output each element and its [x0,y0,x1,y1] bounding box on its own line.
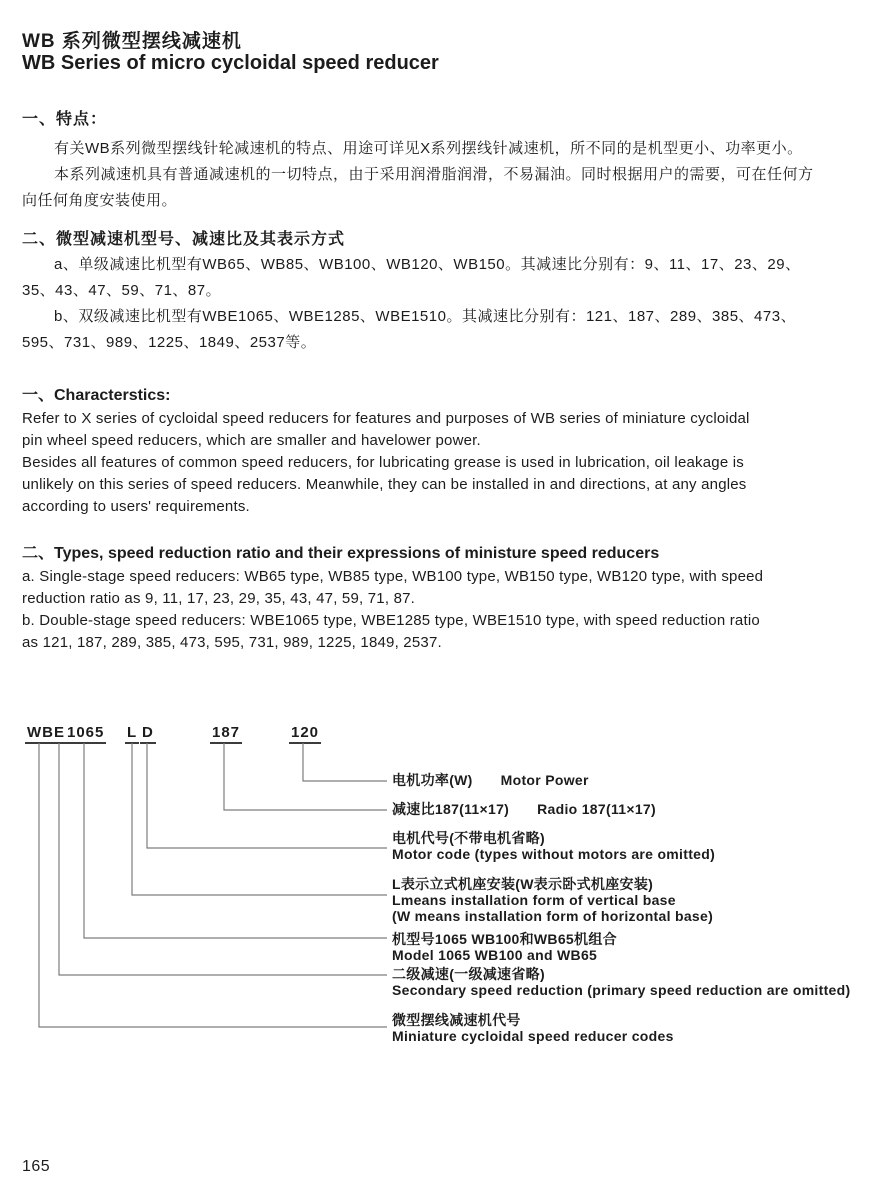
code-token-e: E [52,725,67,744]
label-cn: 电机代号(不带电机省略) [392,830,545,846]
page-title-english: WB Series of micro cycloidal speed reducer [22,52,439,74]
code-token-187: 187 [210,725,242,744]
text-line: 有关WB系列微型摆线针轮减速机的特点、用途可详见X系列摆线针减速机，所不同的是机型更小、功率更小。 [54,140,803,157]
label-cn: 微型摆线减速机代号 [392,1012,521,1028]
page-title-chinese: WB 系列微型摆线减速机 [22,31,242,52]
model-code-diagram [0,715,888,1060]
code-token-wb: WB [25,725,56,744]
label-en: Secondary speed reduction (primary speed reduction are omitted) [392,982,851,998]
text-line: reduction ratio as 9, 11, 17, 23, 29, 35, 43, 47, 59, 71, 87. [22,590,416,607]
text-line: 595、731、989、1225、1849、2537等。 [22,334,317,351]
text-line: as 121, 187, 289, 385, 473, 595, 731, 989, 1225, 1849, 2537. [22,634,442,651]
heading-en-characteristics: 一、Characterstics: [22,387,171,404]
label-en: Miniature cycloidal speed reducer codes [392,1028,674,1044]
label-motor-power [392,772,589,788]
heading-cn-features: 一、特点： [22,111,108,128]
text-line: b. Double-stage speed reducers: WBE1065 type, WBE1285 type, WBE1510 type, with speed reduction ratio [22,612,760,629]
text-line: 本系列减速机具有普通减速机的一切特点，由于采用润滑脂润滑，不易漏油。同时根据用户的需要，可在任何方 [54,166,814,183]
label-en: Lmeans installation form of vertical base [392,892,676,908]
label-secondary-reduction [392,966,850,998]
paragraph-en-types [22,566,866,654]
heading-en-types: 二、Types, speed reduction ratio and their expressions of ministure speed reducers [22,545,660,562]
label-cn: L表示立式机座安装(W表示卧式机座安装) [392,876,654,892]
label-cn: 减速比187(11×17) [392,801,510,817]
text-line: a、单级减速比机型有WB65、WB85、WB100、WB120、WB150。其减速比分别有：9、11、17、23、29、 [54,256,801,273]
text-line: Besides all features of common speed reducers, for lubricating grease is used in lubrication, oil leakage is [22,454,744,471]
label-cn: 电机功率(W) [392,772,473,788]
code-token-120: 120 [289,725,321,744]
code-token-1065: 1065 [65,725,106,744]
label-installation-form [392,876,713,924]
code-token-d: D [140,725,156,744]
text-line: 向任何角度安装使用。 [22,192,178,209]
label-reducer-codes [392,1012,674,1044]
label-en: (W means installation form of horizontal base) [392,908,714,924]
text-line: Refer to X series of cycloidal speed reducers for features and purposes of WB series of miniature cycloidal [22,410,750,427]
paragraph-cn-features [22,136,866,214]
text-line: pin wheel speed reducers, which are smaller and havelower power. [22,432,481,449]
text-line: unlikely on this series of speed reducers. Meanwhile, they can be installed in and directions, at any angles [22,476,747,493]
label-cn: 机型号1065 WB100和WB65机组合 [392,931,617,947]
text-line: according to users' requirements. [22,498,250,515]
paragraph-en-characteristics [22,408,866,518]
paragraph-cn-types [22,252,866,356]
text-line: b、双级减速比机型有WBE1065、WBE1285、WBE1510。其减速比分别有：121、187、289、385、473、 [54,308,797,325]
label-en: Motor Power [500,772,589,788]
text-line: 35、43、47、59、71、87。 [22,282,222,299]
label-en: Model 1065 WB100 and WB65 [392,947,598,963]
label-reduction-ratio [392,801,656,817]
page-number: 165 [22,1158,51,1175]
heading-cn-types: 二、微型减速机型号、减速比及其表示方式 [22,231,346,248]
label-en: Motor code (types without motors are omitted) [392,846,716,862]
label-motor-code [392,830,715,862]
label-cn: 二级减速(一级减速省略) [392,966,545,982]
label-model-number [392,931,617,963]
code-token-l: L [125,725,139,744]
label-en: Radio 187(11×17) [537,801,656,817]
text-line: a. Single-stage speed reducers: WB65 type, WB85 type, WB100 type, WB150 type, WB120 type, with speed [22,568,764,585]
